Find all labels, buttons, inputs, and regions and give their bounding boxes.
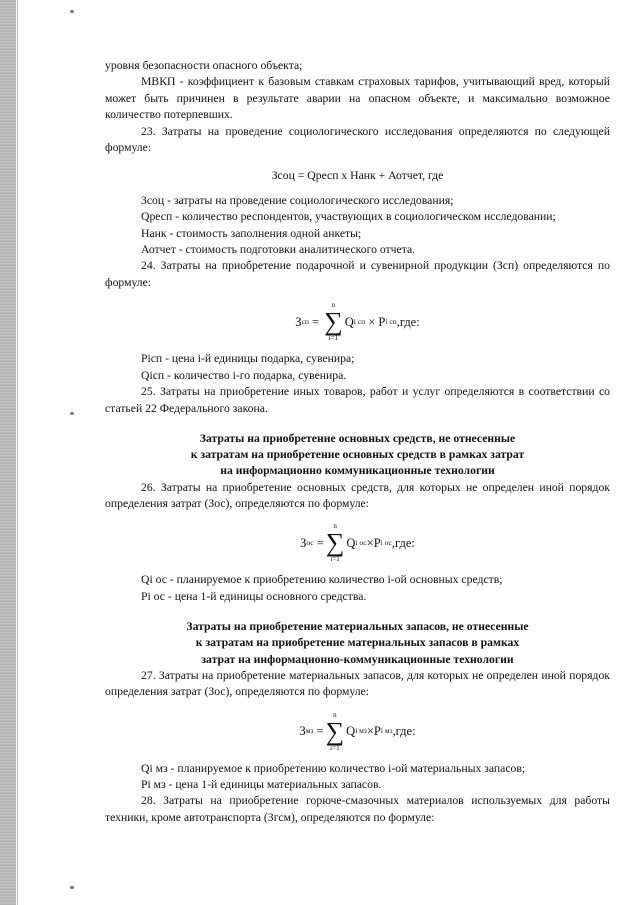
scan-edge-line	[17, 0, 18, 905]
definition-p-isp: Рiсп - цена i-й единицы подарка, сувенира;	[141, 352, 355, 366]
intro-line: уровня безопасности опасного объекта;	[105, 59, 303, 72]
scan-edge	[0, 0, 16, 905]
definition-q-imz: Qi мз - планируемое к приобретению количество i-ой материальных запасов;	[141, 761, 526, 775]
sum-symbol: n ∑ i=1	[324, 301, 343, 343]
paragraph-23: 23. Затраты на проведение социологического исследования определяются по следующей формуле:	[105, 124, 610, 155]
definition-n-ank: Нанк - стоимость заполнения одной анкеты;	[141, 226, 362, 240]
definition-p-ios: Рi ос - цена 1-й единицы основного средства.	[141, 589, 367, 603]
definition-q-resp: Qресп - количество респондентов, участвующих в социологическом исследовании;	[141, 210, 556, 224]
definition-p-imz: Рi мз - цена 1-й единицы материальных запасов.	[141, 777, 382, 791]
formula-26: З ос = n ∑ i=1 Q i ос × P i ос ,где:	[300, 522, 415, 564]
paragraph-25: 25. Затраты на приобретение иных товаров, работ и услуг определяются в соответствии со статьей 22 Федерального закона.	[105, 385, 610, 415]
paragraph-24: 24. Затраты на приобретение подарочной и сувенирной продукции (Зсп) определяются по формуле:	[105, 259, 610, 289]
scan-mark	[70, 886, 74, 889]
formula-27: З мз = n ∑ i=1 Q i мз × P i мз ,где:	[299, 710, 416, 752]
formula-24: З сп = n ∑ i=1 Q i сп × P i сп ,где:	[295, 301, 420, 343]
sum-symbol: n ∑ i=1	[325, 522, 345, 564]
document-page	[105, 58, 610, 826]
paragraph-26: 26. Затраты на приобретение основных средств, для которых не определен иной порядок определения затрат (Зос), определяются по формуле:	[105, 480, 610, 510]
section-heading-material-stocks: Затраты на приобретение материальных запасов, не отнесенные к затратам на приобретение материальных запасов в рамках затрат на информационно-коммуникационные технологии	[186, 620, 529, 666]
definition-z-soc: Зсоц - затраты на проведение социологического исследования;	[141, 193, 454, 207]
paragraph-27: 27. Затраты на приобретение материальных запасов, для которых не определен иной порядок определения затрат (Зос), определяются по формуле:	[105, 668, 610, 699]
definition-q-ios: Qi ос - планируемое к приобретению количество i-ой основных средств;	[141, 573, 503, 587]
mvkp-definition: МВКП - коэффициент к базовым ставкам страховых тарифов, учитывающий вред, который может быть причинен в результате аварии на опасном объекте, и максимально возможное количество потерпевших.	[105, 75, 610, 122]
paragraph-28: 28. Затраты на приобретение горюче-смазочных материалов используемых для работы техники, кроме автотранспорта (Згсм), определяются по формуле:	[105, 794, 610, 824]
formula-24-lhs-sub: сп	[301, 317, 309, 327]
section-heading-fixed-assets: Затраты на приобретение основных средств, не отнесенные к затратам на приобретение основных средств в рамках затрат на информационно коммуникационные технологии	[190, 431, 525, 478]
scan-mark	[70, 10, 74, 13]
formula-24-lhs: З	[295, 315, 302, 330]
definition-q-isp: Qiсп - количество i-го подарка, сувенира.	[141, 368, 347, 382]
definition-a-otchet: Аотчет - стоимость подготовки аналитического отчета.	[141, 243, 416, 257]
sum-symbol: n ∑ i=1	[325, 710, 345, 752]
formula-23: Зсоц = Qресп х Нанк + Аотчет, где	[271, 169, 444, 183]
scan-mark	[70, 412, 74, 415]
